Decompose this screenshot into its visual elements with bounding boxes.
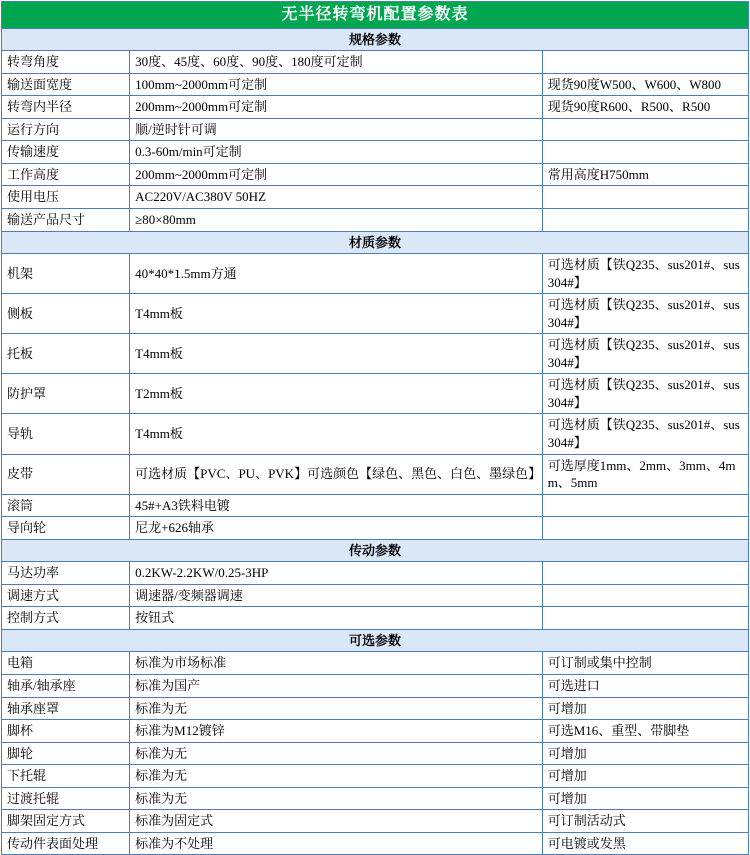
table-row [2,334,749,374]
row-value: 标准为国产 [130,675,543,698]
table-title-row [2,2,749,29]
row-value: 40*40*1.5mm方通 [130,254,543,294]
row-note: 现货90度R600、R500、R500 [542,96,748,119]
table-row [2,254,749,294]
table-row [2,832,749,855]
row-value: 顺/逆时针可调 [130,118,543,141]
row-value: 标准为市场标准 [130,652,543,675]
section-header-row [2,539,749,562]
row-value: 45#+A3铁料电镀 [130,494,543,517]
row-value: 标准为无 [130,742,543,765]
row-label: 托板 [2,334,130,374]
table-row [2,374,749,414]
row-note: 可选M16、重型、带脚垫 [542,720,748,743]
row-value: 可选材质【PVC、PU、PVK】可选颜色【绿色、黑色、白色、墨绿色】 [130,454,543,494]
row-note: 可增加 [542,787,748,810]
row-note: 可电镀或发黑 [542,832,748,855]
row-label: 运行方向 [2,118,130,141]
row-label: 转弯角度 [2,51,130,74]
section-header-label: 传动参数 [2,539,749,562]
row-note: 可选材质【铁Q235、sus201#、sus304#】 [542,414,748,454]
row-label: 传输速度 [2,141,130,164]
row-label: 工作高度 [2,163,130,186]
row-value: 调速器/变频器调速 [130,584,543,607]
row-label: 调速方式 [2,584,130,607]
table-row [2,675,749,698]
row-label: 皮带 [2,454,130,494]
table-row [2,697,749,720]
row-value: 100mm~2000mm可定制 [130,73,543,96]
table-row [2,607,749,630]
row-label: 脚轮 [2,742,130,765]
row-note [542,118,748,141]
row-value: 标准为不处理 [130,832,543,855]
row-value: 标准为无 [130,697,543,720]
specification-table [1,1,749,855]
row-label: 导轨 [2,414,130,454]
table-row [2,186,749,209]
row-value: 标准为无 [130,765,543,788]
row-note: 可增加 [542,697,748,720]
row-value: T4mm板 [130,294,543,334]
table-row [2,494,749,517]
row-note [542,607,748,630]
row-value: 200mm~2000mm可定制 [130,96,543,119]
section-header-label: 规格参数 [2,28,749,51]
row-label: 轴承/轴承座 [2,675,130,698]
table-row [2,96,749,119]
row-value: 尼龙+626轴承 [130,517,543,540]
row-note [542,208,748,231]
row-note: 可选进口 [542,675,748,698]
section-header-label: 材质参数 [2,231,749,254]
row-label: 机架 [2,254,130,294]
table-row [2,517,749,540]
table-row [2,720,749,743]
section-header-row [2,28,749,51]
row-note [542,51,748,74]
row-label: 马达功率 [2,562,130,585]
row-note [542,494,748,517]
row-note: 现货90度W500、W600、W800 [542,73,748,96]
row-label: 轴承座罩 [2,697,130,720]
row-note [542,141,748,164]
row-note: 可选材质【铁Q235、sus201#、sus304#】 [542,374,748,414]
row-note [542,186,748,209]
page-title: 无半径转弯机配置参数表 [2,2,749,29]
row-label: 下托辊 [2,765,130,788]
row-label: 电箱 [2,652,130,675]
row-note [542,562,748,585]
row-note: 可选材质【铁Q235、sus201#、sus304#】 [542,254,748,294]
row-value: 标准为固定式 [130,810,543,833]
row-label: 输送面宽度 [2,73,130,96]
table-row [2,414,749,454]
table-row [2,562,749,585]
table-row [2,294,749,334]
row-note: 可选厚度1mm、2mm、3mm、4mm、5mm [542,454,748,494]
row-value: T2mm板 [130,374,543,414]
row-note: 可订制或集中控制 [542,652,748,675]
row-note: 可增加 [542,765,748,788]
table-body [2,2,749,855]
row-label: 侧板 [2,294,130,334]
row-value: T4mm板 [130,414,543,454]
row-value: 0.3-60m/min可定制 [130,141,543,164]
row-note: 常用高度H750mm [542,163,748,186]
row-label: 传动件表面处理 [2,832,130,855]
row-label: 防护罩 [2,374,130,414]
row-label: 转弯内半径 [2,96,130,119]
table-row [2,584,749,607]
row-note: 可订制活动式 [542,810,748,833]
table-row [2,118,749,141]
table-row [2,163,749,186]
row-value: 按钮式 [130,607,543,630]
row-note [542,517,748,540]
section-header-row [2,231,749,254]
table-row [2,141,749,164]
row-value: 30度、45度、60度、90度、180度可定制 [130,51,543,74]
row-value: ≥80×80mm [130,208,543,231]
table-row [2,208,749,231]
table-row [2,787,749,810]
section-header-row [2,629,749,652]
row-value: 0.2KW-2.2KW/0.25-3HP [130,562,543,585]
row-label: 输送产品尺寸 [2,208,130,231]
row-label: 过渡托辊 [2,787,130,810]
row-label: 脚架固定方式 [2,810,130,833]
row-value: 标准为M12镀锌 [130,720,543,743]
row-note: 可增加 [542,742,748,765]
row-value: AC220V/AC380V 50HZ [130,186,543,209]
row-label: 导向轮 [2,517,130,540]
row-label: 使用电压 [2,186,130,209]
table-row [2,810,749,833]
row-note [542,584,748,607]
row-value: 200mm~2000mm可定制 [130,163,543,186]
table-row [2,765,749,788]
section-header-label: 可选参数 [2,629,749,652]
row-value: 标准为无 [130,787,543,810]
table-row [2,73,749,96]
table-row [2,652,749,675]
row-note: 可选材质【铁Q235、sus201#、sus304#】 [542,334,748,374]
row-value: T4mm板 [130,334,543,374]
table-row [2,51,749,74]
row-label: 控制方式 [2,607,130,630]
row-note: 可选材质【铁Q235、sus201#、sus304#】 [542,294,748,334]
table-row [2,742,749,765]
row-label: 脚杯 [2,720,130,743]
table-row [2,454,749,494]
row-label: 滚筒 [2,494,130,517]
